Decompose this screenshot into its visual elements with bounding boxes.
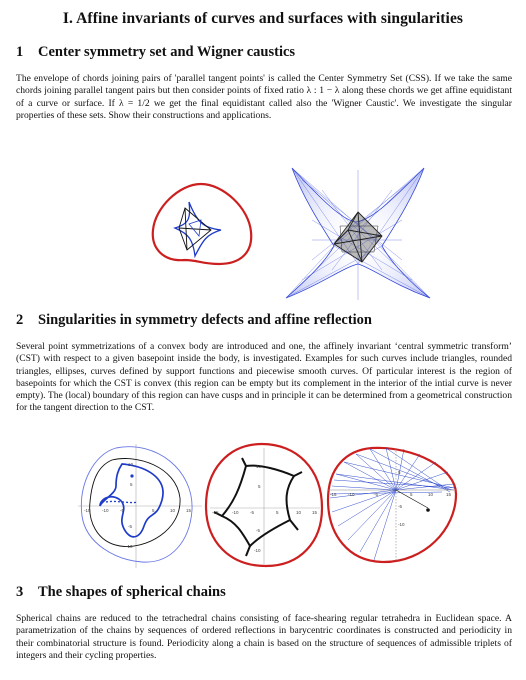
section-2-title: Singularities in symmetry defects and affine reflection <box>38 312 372 328</box>
paper-title: I. Affine invariants of curves and surfaces with singularities <box>62 10 464 27</box>
fig2a-ytick: -10 <box>126 544 133 549</box>
section-2-number: 2 <box>16 312 24 328</box>
fig2c-xtick: 5 <box>410 492 413 497</box>
fig2a-xtick: -5 <box>120 508 125 513</box>
fig2a-xtick: -15 <box>84 508 91 513</box>
fig2a-xtick: -10 <box>102 508 109 513</box>
section-3-number: 3 <box>16 584 24 600</box>
fig2b-ytick: 5 <box>258 484 261 489</box>
fig2b-xtick: 15 <box>312 510 318 515</box>
fig2a-xtick: 10 <box>170 508 176 513</box>
section-3-paragraph: Spherical chains are reduced to the tetrachedral chains consisting of face-shearing regular tetrahedra in Euclidean space. A parametrization of the chains by sequences of ordered reflections in barycentric coordinates is constructed and periodicity in their combinatorial structure is found. Periodicity along a chain is based on the structure of sequences of admissible triplets of integers and their cycling properties. <box>16 613 512 661</box>
fig2c-xtick: 15 <box>446 492 452 497</box>
fig2b-xtick: -15 <box>212 510 219 515</box>
fig2b-ytick: 10 <box>256 464 262 469</box>
fig2c-xtick: -10 <box>348 492 355 497</box>
figure-2c-reflection-plot <box>324 444 460 566</box>
fig2b-ytick: -10 <box>254 548 261 553</box>
section-2-heading <box>16 312 372 329</box>
fig2c-xtick: 10 <box>428 492 434 497</box>
figure-1a-css-rounded-triangle <box>145 178 257 270</box>
section-3-title: The shapes of spherical chains <box>38 584 226 600</box>
fig2b-xtick: -5 <box>250 510 255 515</box>
section-1-title: Center symmetry set and Wigner caustics <box>38 44 296 60</box>
fig2b-xtick: -10 <box>232 510 239 515</box>
figure-1b-css-surface <box>282 160 434 302</box>
fig2b-ytick: -5 <box>256 528 261 533</box>
fig2c-ytick: -10 <box>398 522 405 527</box>
fig2a-xtick: 15 <box>186 508 192 513</box>
section-1-paragraph: The envelope of chords joining pairs of 'parallel tangent points' is called the Center Symmetry Set (CSS). If we take the same chords joining parallel tangent pairs but then consider points of fixed ratio λ : 1 − λ along these chords we get affine equidistant of a curve or surface. If λ = 1/2 we get the final equidistant called also the 'Wigner Caustic'. We investigate the singular properties of these sets. Show their constructions and applications. <box>16 73 512 121</box>
figure-2a-cst-plot <box>76 440 204 570</box>
fig2c-xtick: -15 <box>330 492 337 497</box>
fig2a-xtick: 5 <box>152 508 155 513</box>
section-2-paragraph: Several point symmetrizations of a convex body are introduced and one, the affinely invariant ‘central symmetric transform’ (CST) with respect to a given basepoint inside the body, is investigated. Examples for such curves include triangles, rounded triangles, ellipses, curves defined by support functions and piecewise smooth curves. Of particular interest is the region of basepoints for which the CST is convex (this region can be empty but its complement in the interior of the intial curve is never empty). The (local) boundary of this region can have cusps and in principle it can be determined from a geometrical construction for the tangent direction to the CST. <box>16 341 512 414</box>
figure-2b-cst-plot <box>200 440 328 572</box>
fig2a-ytick: 10 <box>128 462 134 467</box>
fig2c-ytick: 5 <box>398 470 401 475</box>
fig2b-xtick: 5 <box>276 510 279 515</box>
fig2c-ytick: -5 <box>398 504 403 509</box>
section-3-heading <box>16 584 226 601</box>
fig2c-xtick: -5 <box>374 492 379 497</box>
section-1-number: 1 <box>16 44 24 60</box>
section-1-heading <box>16 44 295 61</box>
fig2a-ytick: -5 <box>128 524 133 529</box>
fig2a-ytick: 5 <box>130 482 133 487</box>
fig2b-xtick: 10 <box>296 510 302 515</box>
